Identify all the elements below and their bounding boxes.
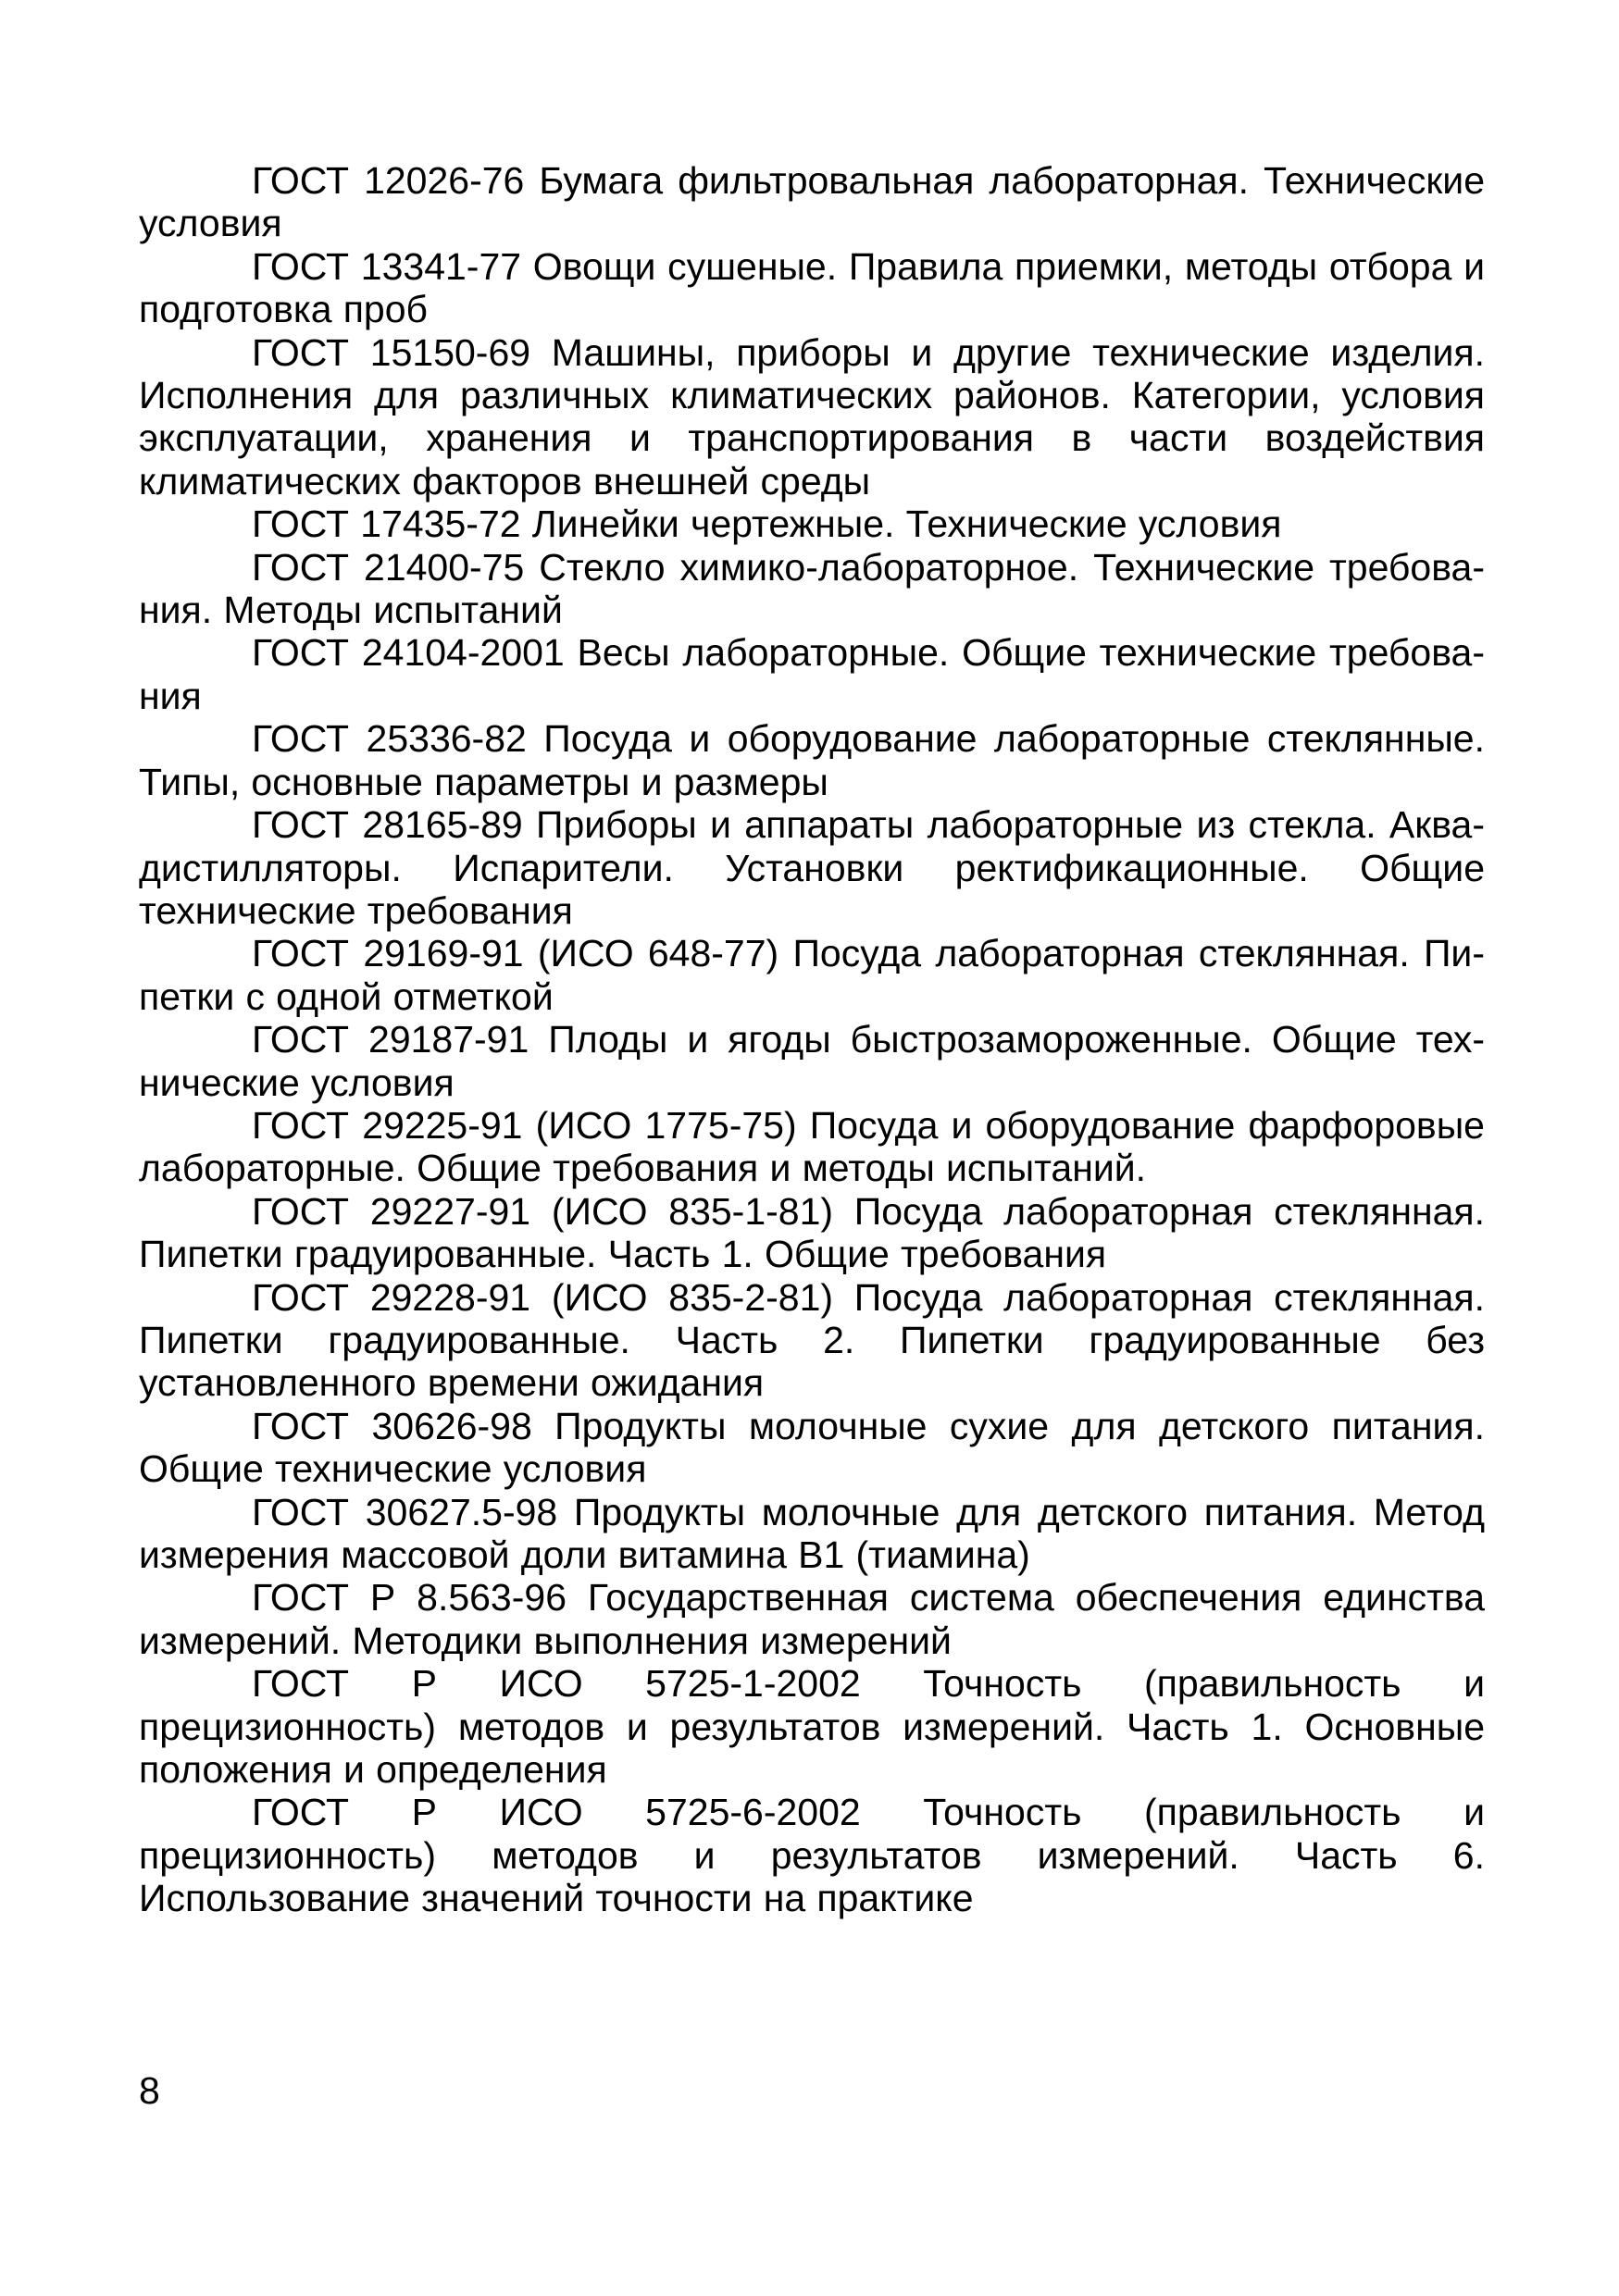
reference-entry: ГОСТ 30627.5-98 Продукты молочные для детского питания. Метод измерения массовой доли витамина В1 (тиамина)	[139, 1490, 1485, 1576]
page-number: 8	[139, 2069, 160, 2112]
reference-entry: ГОСТ Р ИСО 5725-1-2002 Точность (правильность и прецизионность) методов и результатов измерений. Часть 1. Основные положения и определения	[139, 1662, 1485, 1792]
reference-entry: ГОСТ 17435-72 Линейки чертежные. Технические условия	[252, 503, 1282, 546]
reference-entry: ГОСТ 29225-91 (ИСО 1775-75) Посуда и оборудование фарфоровые лабораторные. Общие требования и методы испытаний.	[139, 1103, 1485, 1190]
reference-entry: ГОСТ 24104-2001 Весы лабораторные. Общие технические требования	[139, 631, 1485, 717]
reference-entry: ГОСТ 25336-82 Посуда и оборудование лабораторные стеклянные. Типы, основные параметры и размеры	[139, 717, 1485, 803]
reference-entry: ГОСТ 13341-77 Овощи сушеные. Правила приемки, методы отбора и подготовка проб	[139, 244, 1485, 331]
reference-entry: ГОСТ Р ИСО 5725-6-2002 Точность (правильность и прецизионность) методов и результатов измерений. Часть 6. Использование значений точности на практике	[139, 1791, 1485, 1920]
reference-entry: ГОСТ 28165-89 Приборы и аппараты лабораторные из стекла. Аквадистилляторы. Испарители. Установки ректификационные. Общие технические требования	[139, 803, 1485, 932]
reference-entry: ГОСТ 30626-98 Продукты молочные сухие для детского питания. Общие технические условия	[139, 1404, 1485, 1491]
reference-entry: ГОСТ 21400-75 Стекло химико-лабораторное. Технические требования. Методы испытаний	[139, 545, 1485, 632]
reference-entry: ГОСТ 15150-69 Машины, приборы и другие технические изделия. Исполнения для различных климатических районов. Категории, условия эксплуатации, хранения и транспортирования в части воздействия климатических факторов внешней среды	[139, 330, 1485, 503]
reference-entry: ГОСТ Р 8.563-96 Государственная система обеспечения единства измерений. Методики выполнения измерений	[139, 1576, 1485, 1662]
reference-entry: ГОСТ 29227-91 (ИСО 835-1-81) Посуда лабораторная стеклянная. Пипетки градуированные. Часть 1. Общие требования	[139, 1189, 1485, 1276]
reference-entry: ГОСТ 29187-91 Плоды и ягоды быстрозамороженные. Общие технические условия	[139, 1018, 1485, 1104]
document-page	[139, 159, 1485, 1920]
reference-entry: ГОСТ 29169-91 (ИСО 648-77) Посуда лабораторная стеклянная. Пипетки с одной отметкой	[139, 932, 1485, 1018]
reference-entry: ГОСТ 29228-91 (ИСО 835-2-81) Посуда лабораторная стеклянная. Пипетки градуированные. Часть 2. Пипетки градуированные без установленного времени ожидания	[139, 1275, 1485, 1405]
reference-entry: ГОСТ 12026-76 Бумага фильтровальная лабораторная. Технические условия	[139, 159, 1485, 245]
